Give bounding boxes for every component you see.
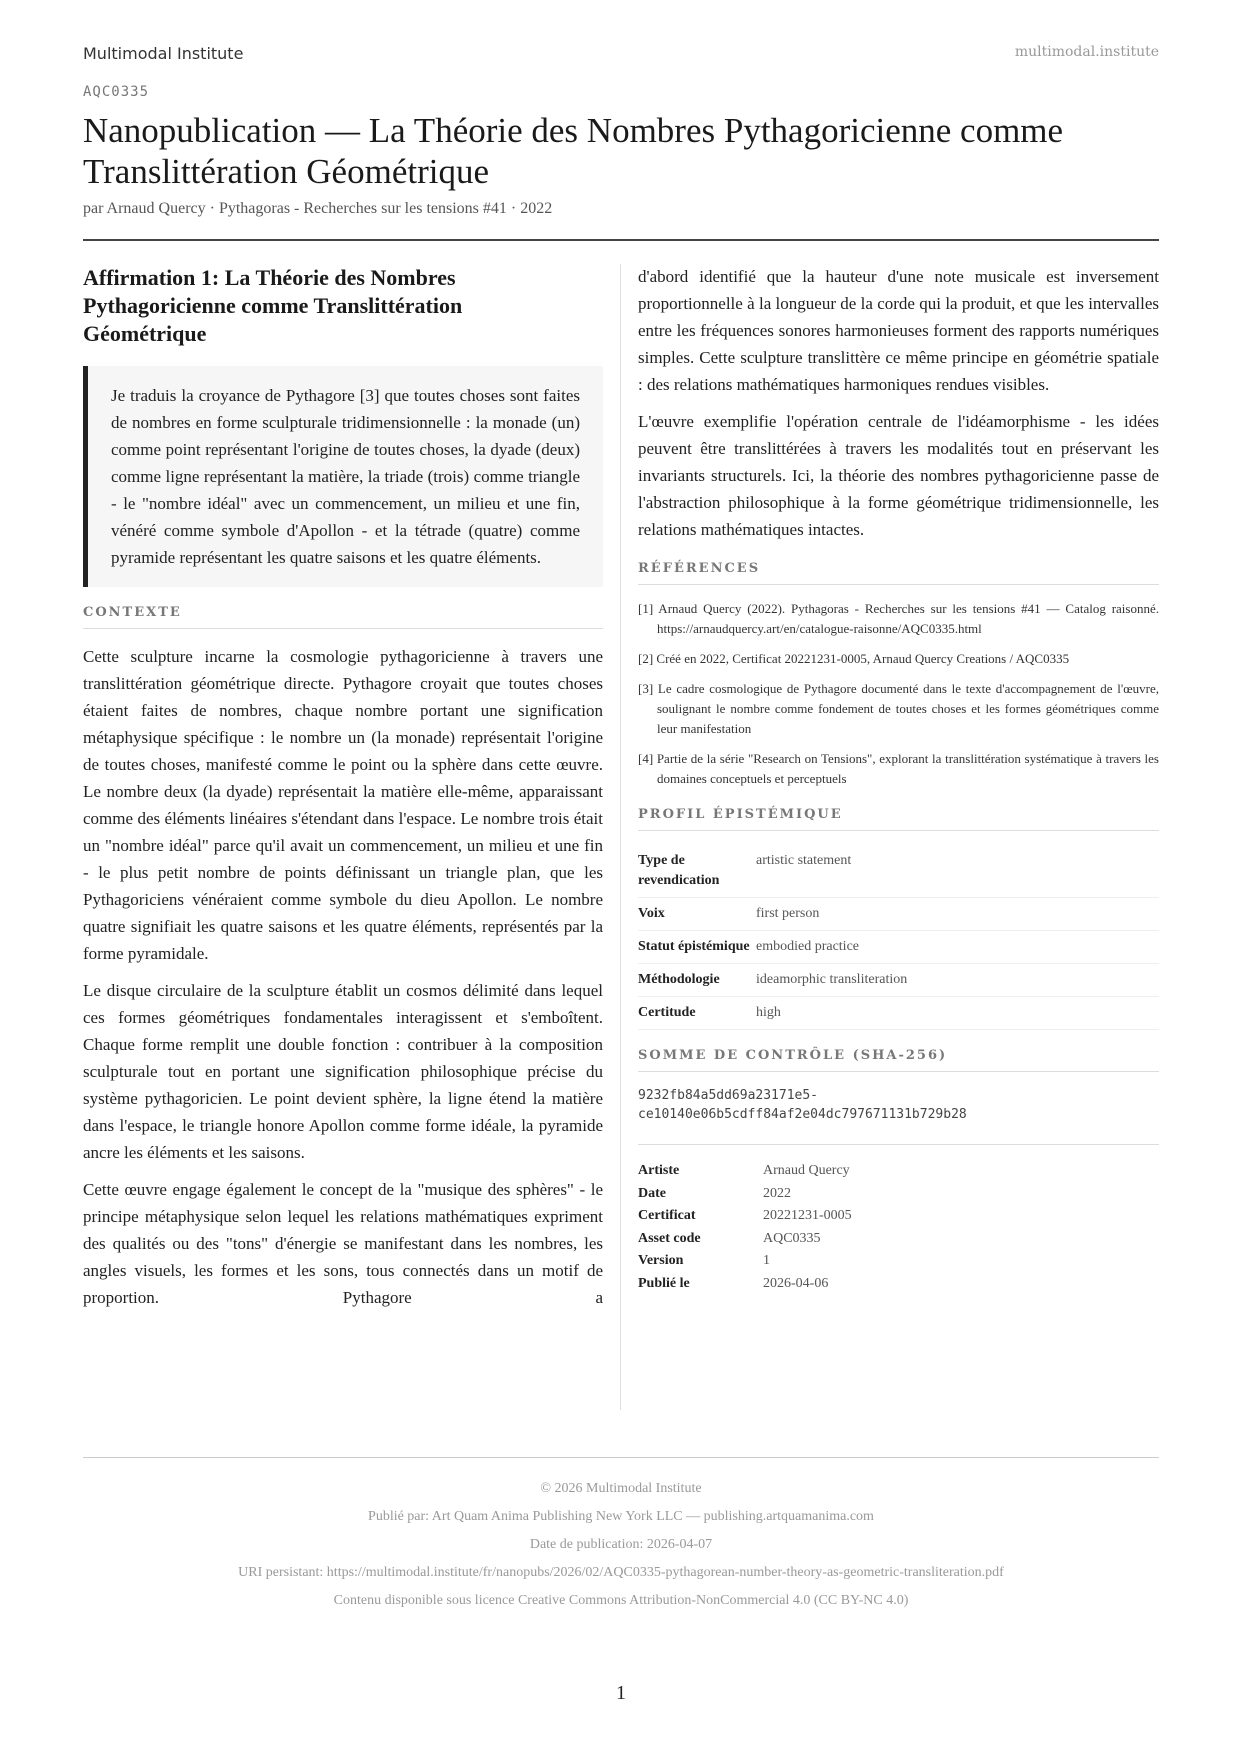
profile-row (638, 931, 1159, 964)
profile-row (638, 845, 1159, 898)
checksum-label: SOMME DE CONTRÔLE (SHA-256) (638, 1048, 1159, 1072)
profile-key: Méthodologie (638, 964, 756, 997)
profile-value: artistic statement (756, 845, 1159, 898)
header-divider (83, 239, 1159, 241)
reference-item[interactable]: [1] Arnaud Quercy (2022). Pythagoras - Recherches sur les tensions #41 — Catalog raisonné. https://arnaudquercy.art/en/catalogue-raisonne/AQC0335.html (638, 601, 1159, 636)
right-column (638, 264, 1159, 1293)
byline: par Arnaud Quercy · Pythagoras - Recherches sur les tensions #41 · 2022 (83, 200, 553, 217)
profile-value: first person (756, 898, 1159, 931)
context-paragraph-5: L'œuvre exemplifie l'opération centrale de l'idéamorphisme - les idées peuvent être translittérées à travers les modalités tout en préservant les invariants structurels. Ici, la théorie des nombres pythagoricienne passe de l'abstraction philosophique à la forme géométrique tridimensionnelle, les relations mathématiques intactes. (638, 412, 1159, 539)
profile-value: ideamorphic transliteration (756, 964, 1159, 997)
context-paragraph-2: Le disque circulaire de la sculpture établit un cosmos délimité dans lequel ces formes géométriques fondamentales interagissent et s'emboîtent. Chaque forme remplit une double fonction : contribuer à la composition sculpturale tout en portant une signification philosophique précise du système pythagoricien. Le point devient sphère, la ligne étend la matière dans l'espace, le triangle honore Apollon comme forme idéale, la pyramide ancre les éléments et les saisons. (83, 981, 603, 1162)
meta-key: Date (638, 1185, 666, 1201)
column-divider (620, 264, 621, 1410)
meta-value: 1 (763, 1253, 770, 1268)
profile-table (638, 845, 1159, 1030)
meta-key: Version (638, 1253, 684, 1268)
claim-quote: Je traduis la croyance de Pythagore [3] que toutes choses sont faites de nombres en forme sculpturale tridimensionnelle : la monade (un) comme point représentant l'origine de toutes choses, la dyade (deux) comme ligne représentant la matière, la triade (trois) comme triangle - le "nombre idéal" avec un commencement, un milieu et une fin, vénéré comme symbole d'Apollon - et la tétrade (quatre) comme pyramide représentant les quatre saisons et les quatre éléments. (83, 366, 603, 587)
meta-value: 20221231-0005 (763, 1208, 852, 1223)
reference-item: [3] Le cadre cosmologique de Pythagore documenté dans le texte d'accompagnement de l'œuvre, soulignant le nombre comme fondement de toutes choses et les formes géométriques comme leur manifestation (638, 681, 1159, 736)
checksum-line-1: 9232fb84a5dd69a23171e5- (638, 1088, 819, 1103)
metadata-list (638, 1161, 1159, 1293)
profile-value: high (756, 997, 1159, 1030)
meta-value: 2026-04-06 (763, 1275, 829, 1291)
profile-value: embodied practice (756, 931, 1159, 964)
profile-key: Certitude (638, 997, 756, 1030)
profile-key: Type de revendication (638, 845, 756, 898)
context-paragraph-1: Cette sculpture incarne la cosmologie pythagoricienne à travers une translittération géométrique directe. Pythagore croyait que toutes choses étaient faites de nombres, chaque nombre portant une signification métaphysique spécifique : le nombre un (la monade) représentait l'origine de toutes choses, manifesté comme le point ou la sphère dans cette œuvre. Le nombre deux (la dyade) représentait la matière elle-même, apparaissant comme des éléments linéaires s'étendant dans l'espace. Le nombre trois était un "nombre idéal" parce qu'il avait un commencement, un milieu et une fin - le plus petit nombre de points définissant un triangle plan, que les Pythagoriciens vénéraient comme symbole du dieu Apollon. Le nombre quatre signifiait les quatre saisons et les quatre éléments, représentés par la forme pyramidale. (83, 647, 603, 963)
profile-row (638, 997, 1159, 1030)
meta-key: Artiste (638, 1163, 680, 1178)
footer (83, 1475, 1159, 1615)
context-paragraph-4: d'abord identifié que la hauteur d'une note musicale est inversement proportionnelle à la longueur de la corde qui la produit, et que les intervalles entre les fréquences sonores harmonieuses forment des rapports numériques simples. Cette sculpture translittère ce même principe en géométrie spatiale : des relations mathématiques harmoniques rendues visibles. (638, 267, 1159, 394)
profile-row (638, 898, 1159, 931)
meta-key: Publié le (638, 1275, 690, 1291)
meta-key: Asset code (638, 1230, 701, 1246)
profile-label: PROFIL ÉPISTÉMIQUE (638, 807, 1159, 831)
footer-pubdate: Date de publication: 2026-04-07 (529, 1537, 713, 1552)
claim-heading: Affirmation 1: La Théorie des Nombres Pythagoricienne comme Translittération Géométrique (83, 265, 463, 346)
profile-row (638, 964, 1159, 997)
page-title: Nanopublication — La Théorie des Nombres Pythagoricienne comme Translittération Géométrique (83, 111, 1064, 191)
footer-divider (83, 1457, 1159, 1458)
institute-name: Multimodal Institute (83, 44, 244, 63)
footer-publisher: Publié par: Art Quam Anima Publishing New York LLC — publishing.artquamanima.com (368, 1509, 874, 1524)
references-list (638, 599, 1159, 789)
site-link[interactable]: multimodal.institute (1014, 44, 1159, 60)
footer-copyright: © 2026 Multimodal Institute (540, 1481, 702, 1496)
checksum-line-2: ce10140e06b5cdff84af2e04dc797671131b729b28 (638, 1107, 967, 1122)
reference-item: [4] Partie de la série "Research on Tensions", explorant la translittération systématique à travers les domaines conceptuels et perceptuels (638, 751, 1159, 786)
context-label: CONTEXTE (83, 605, 603, 629)
profile-key: Statut épistémique (638, 931, 756, 964)
references-label: RÉFÉRENCES (638, 561, 1159, 585)
profile-key: Voix (638, 898, 756, 931)
reference-item: [2] Créé en 2022, Certificat 20221231-0005, Arnaud Quercy Creations / AQC0335 (638, 651, 1070, 666)
left-column (83, 264, 603, 1321)
meta-value: 2022 (763, 1185, 791, 1201)
meta-key: Certificat (638, 1208, 696, 1223)
asset-code: AQC0335 (83, 84, 150, 100)
top-bar (83, 44, 1159, 68)
meta-value: Arnaud Quercy (763, 1163, 850, 1178)
footer-license: Contenu disponible sous licence Creative Commons Attribution-NonCommercial 4.0 (CC BY-NC 4.0) (333, 1593, 909, 1608)
checksum-value (638, 1086, 1159, 1145)
footer-uri[interactable]: URI persistant: https://multimodal.institute/fr/nanopubs/2026/02/AQC0335-pythagorean-number-theory-as-geometric-transliteration.pdf (238, 1565, 1004, 1580)
context-paragraph-3: Cette œuvre engage également le concept de la "musique des sphères" - le principe métaphysique selon lequel les relations mathématiques expriment des qualités ou des "tons" d'énergie se manifestant dans les nombres, les angles visuels, les formes et les sons, tous connectés dans un motif de proportion. Pythagore a (83, 1180, 603, 1307)
meta-value: AQC0335 (763, 1230, 821, 1246)
page-number: 1 (616, 1682, 626, 1704)
